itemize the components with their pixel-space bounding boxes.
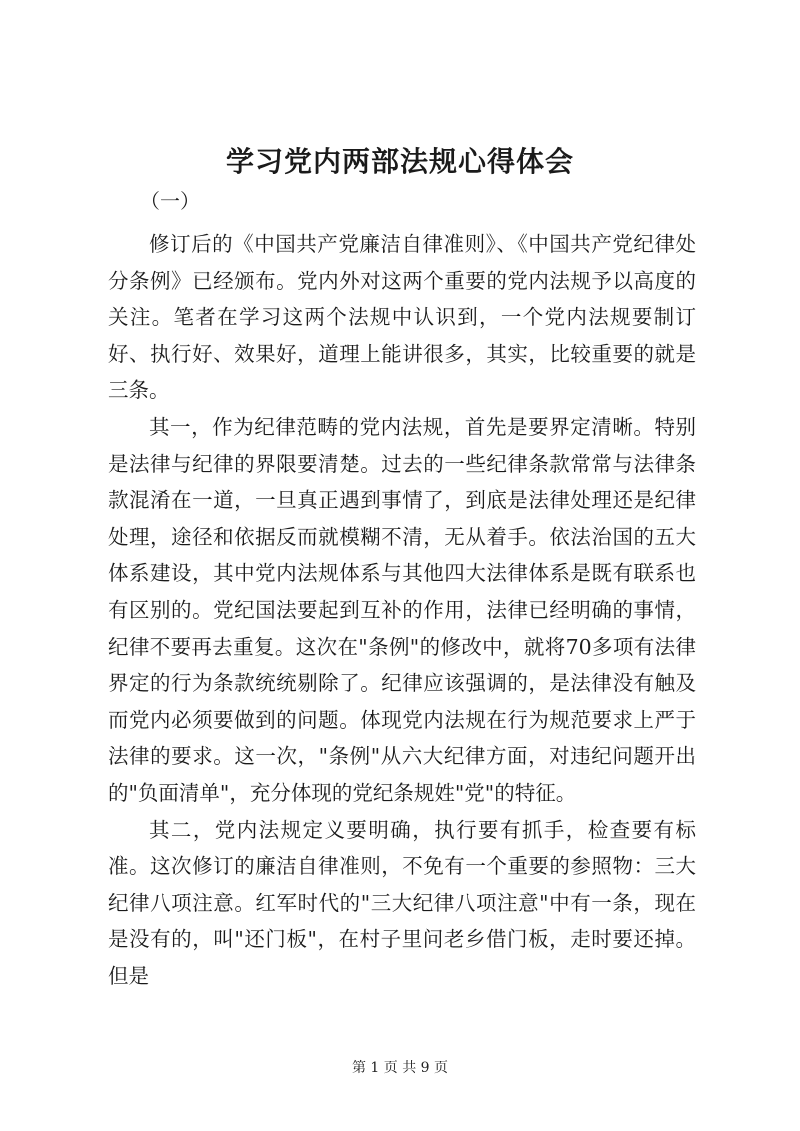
page-footer: 第 1 页 共 9 页 — [351, 1060, 449, 1076]
document-body — [108, 226, 696, 994]
paragraph-point-one: 其一，作为纪律范畴的党内法规，首先是要界定清晰。特别是法律与纪律的界限要清楚。过去的一些纪律条款常常与法律条款混淆在一道，一旦真正遇到事情了，到底是法律处理还是纪律处理，途径和依据反而就模糊不清，无从着手。依法治国的五大体系建设，其中党内法规体系与其他四大法律体系是既有联系也有区别的。党纪国法要起到互补的作用，法律已经明确的事情，纪律不要再去重复。这次在"条例"的修改中，就将70多项有法律界定的行为条款统统剔除了。纪律应该强调的，是法律没有触及而党内必须要做到的问题。体现党内法规在行为规范要求上严于法律的要求。这一次，"条例"从六大纪律方面，对违纪问题开出的"负面清单"，充分体现的党纪条规姓"党"的特征。 — [108, 414, 696, 805]
paragraph-intro: 修订后的《中国共产党廉洁自律准则》、《中国共产党纪律处分条例》已经颁布。党内外对这两个重要的党内法规予以高度的关注。笔者在学习这两个法规中认识到，一个党内法规要制订好、执行好、效果好，道理上能讲很多，其实，比较重要的就是三条。 — [108, 232, 696, 403]
document-title: 学习党内两部法规心得体会 — [225, 145, 574, 178]
paragraph-point-two: 其二，党内法规定义要明确，执行要有抓手，检查要有标准。这次修订的廉洁自律准则，不免有一个重要的参照物：三大纪律八项注意。红军时代的"三大纪律八项注意"中有一条，现在是没有的，叫"还门板"，在村子里问老乡借门板，走时要还掉。但是 — [108, 817, 696, 988]
section-label: （一） — [140, 189, 200, 213]
